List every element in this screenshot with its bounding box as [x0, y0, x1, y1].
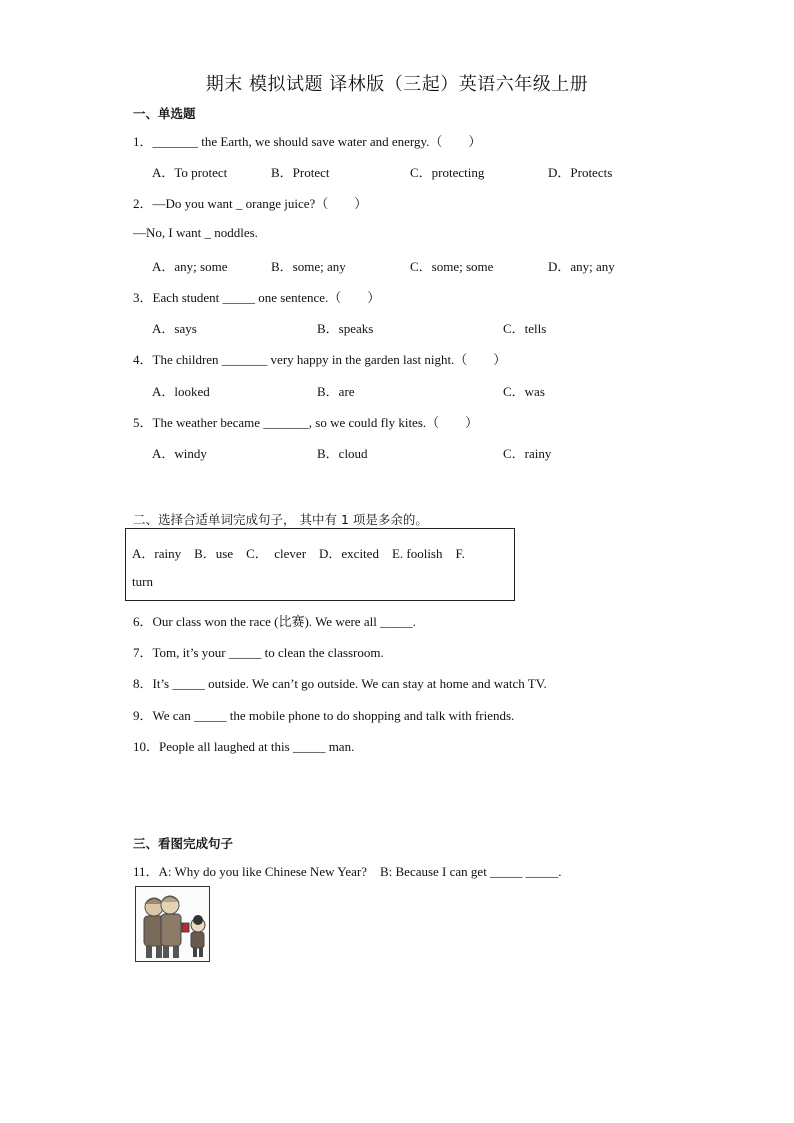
- word-bank-box: [125, 528, 515, 601]
- question-5: 5．The weather became _______, so we could fly kites.（ ）: [133, 415, 479, 430]
- question-8: 8．It’s _____ outside. We can’t go outside. We can stay at home and watch TV.: [133, 676, 547, 691]
- word-bank-line-2: turn: [132, 574, 153, 589]
- q2-option-b: B．some; any: [271, 259, 346, 274]
- question-2-line-2: —No, I want _ noddles.: [133, 225, 258, 240]
- q5-option-a: A．windy: [152, 446, 207, 461]
- question-2: 2．—Do you want _ orange juice?（ ）: [133, 196, 368, 211]
- q1-option-c: C．protecting: [410, 165, 485, 180]
- question-3: 3．Each student _____ one sentence.（ ）: [133, 290, 381, 305]
- question-11: 11．A: Why do you like Chinese New Year? B: Because I can get _____ _____.: [133, 864, 562, 879]
- q5-option-c: C．rainy: [503, 446, 552, 461]
- q4-option-c: C．was: [503, 384, 545, 399]
- q3-option-a: A．says: [152, 321, 197, 336]
- q1-option-b: B．Protect: [271, 165, 330, 180]
- section-2-heading: 二、选择合适单词完成句子， 其中有 1 项是多余的。: [133, 512, 428, 527]
- q1-option-d: D．Protects: [548, 165, 613, 180]
- page-title: 期末 模拟试题 译林版（三起）英语六年级上册: [205, 74, 589, 95]
- word-bank-line-1: A．rainy B．use C． clever D．excited E. foolish F.: [132, 546, 465, 561]
- q1-option-a: A．To protect: [152, 165, 228, 180]
- adults-giving-red-packet-illustration: [136, 887, 210, 962]
- q5-option-b: B．cloud: [317, 446, 368, 461]
- q2-option-c: C．some; some: [410, 259, 494, 274]
- question-7: 7．Tom, it’s your _____ to clean the classroom.: [133, 645, 384, 660]
- section-3-heading: 三、看图完成句子: [133, 836, 234, 851]
- question-9: 9．We can _____ the mobile phone to do shopping and talk with friends.: [133, 708, 515, 723]
- q3-option-b: B．speaks: [317, 321, 374, 336]
- question-10: 10．People all laughed at this _____ man.: [133, 739, 355, 754]
- question-6: 6．Our class won the race (比赛). We were all _____.: [133, 614, 416, 629]
- q3-option-c: C．tells: [503, 321, 547, 336]
- new-year-picture: [135, 886, 210, 962]
- q2-option-d: D．any; any: [548, 259, 615, 274]
- question-4: 4．The children _______ very happy in the garden last night.（ ）: [133, 352, 507, 367]
- q4-option-b: B．are: [317, 384, 355, 399]
- q4-option-a: A．looked: [152, 384, 210, 399]
- section-1-heading: 一、单选题: [133, 106, 196, 121]
- q2-option-a: A．any; some: [152, 259, 228, 274]
- question-1: 1．_______ the Earth, we should save water and energy.（ ）: [133, 134, 482, 149]
